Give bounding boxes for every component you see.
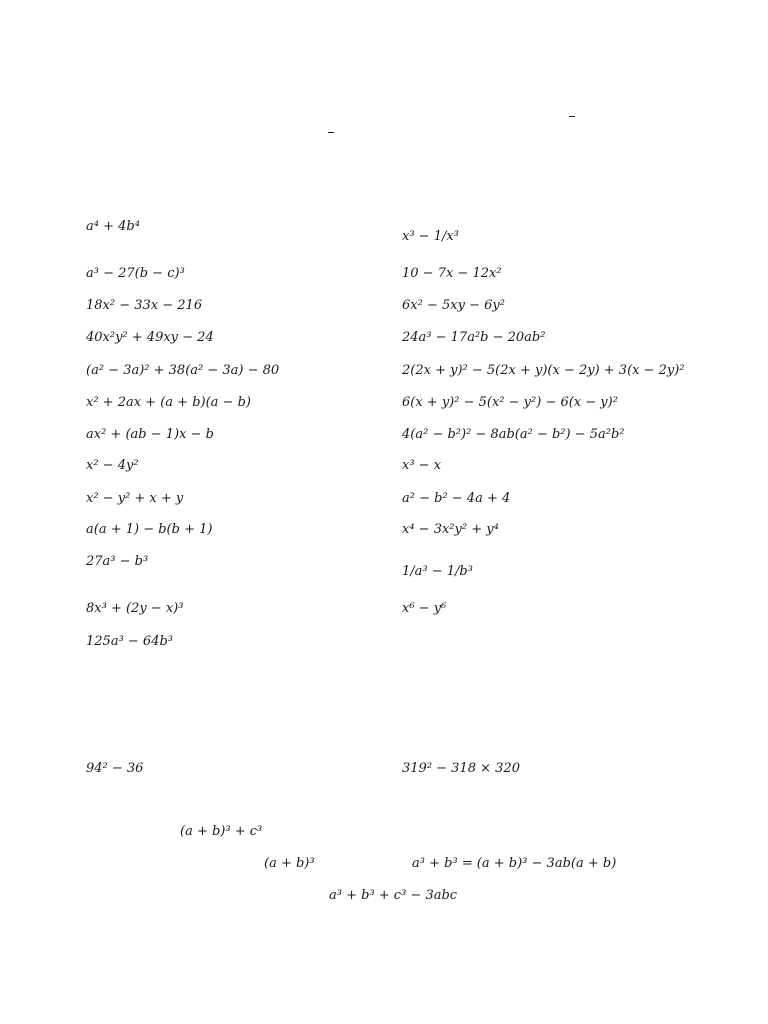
expression-r2: 10 − 7x − 12x²	[402, 266, 502, 281]
expression-r1: x³ − 1/x³	[402, 229, 459, 244]
header-dash-1	[569, 116, 575, 117]
expression-l3: 18x² − 33x − 216	[86, 298, 203, 313]
expression-r8: x³ − x	[402, 458, 442, 473]
expression-r6: 6(x + y)² − 5(x² − y²) − 6(x − y)²	[402, 395, 618, 410]
exercise2-right: 319² − 318 × 320	[402, 761, 520, 776]
expression-l10: a(a + 1) − b(b + 1)	[86, 522, 213, 537]
expression-r12: x⁶ − y⁶	[402, 601, 447, 616]
expression-r3: 6x² − 5xy − 6y²	[402, 298, 505, 313]
exercise3-sum-cube: (a + b)³	[264, 856, 315, 871]
expression-r10: x⁴ − 3x²y² + y⁴	[402, 522, 499, 537]
header-dash-2	[328, 132, 334, 133]
expression-l8: x² − 4y²	[86, 458, 139, 473]
expression-l12: 8x³ + (2y − x)³	[86, 601, 184, 616]
exercise2-left: 94² − 36	[86, 761, 144, 776]
expression-l7: ax² + (ab − 1)x − b	[86, 427, 214, 442]
expression-l5: (a² − 3a)² + 38(a² − 3a) − 80	[86, 363, 280, 378]
expression-l9: x² − y² + x + y	[86, 491, 184, 506]
expression-l6: x² + 2ax + (a + b)(a − b)	[86, 395, 251, 410]
expression-l2: a³ − 27(b − c)³	[86, 266, 185, 281]
expression-r11: 1/a³ − 1/b³	[402, 564, 473, 579]
exercise3-target: a³ + b³ + c³ − 3abc	[329, 888, 458, 903]
exercise3-expression: (a + b)³ + c³	[180, 824, 263, 839]
expression-r5: 2(2x + y)² − 5(2x + y)(x − 2y) + 3(x − 2y)²	[402, 363, 685, 378]
expression-r9: a² − b² − 4a + 4	[402, 491, 511, 506]
expression-l11: 27a³ − b³	[86, 554, 149, 569]
expression-l4: 40x²y² + 49xy − 24	[86, 330, 214, 345]
expression-l13: 125a³ − 64b³	[86, 634, 174, 649]
expression-l1: a⁴ + 4b⁴	[86, 219, 140, 234]
exercise3-identity: a³ + b³ = (a + b)³ − 3ab(a + b)	[412, 856, 617, 871]
expression-r7: 4(a² − b²)² − 8ab(a² − b²) − 5a²b²	[402, 427, 625, 442]
expression-r4: 24a³ − 17a²b − 20ab²	[402, 330, 546, 345]
